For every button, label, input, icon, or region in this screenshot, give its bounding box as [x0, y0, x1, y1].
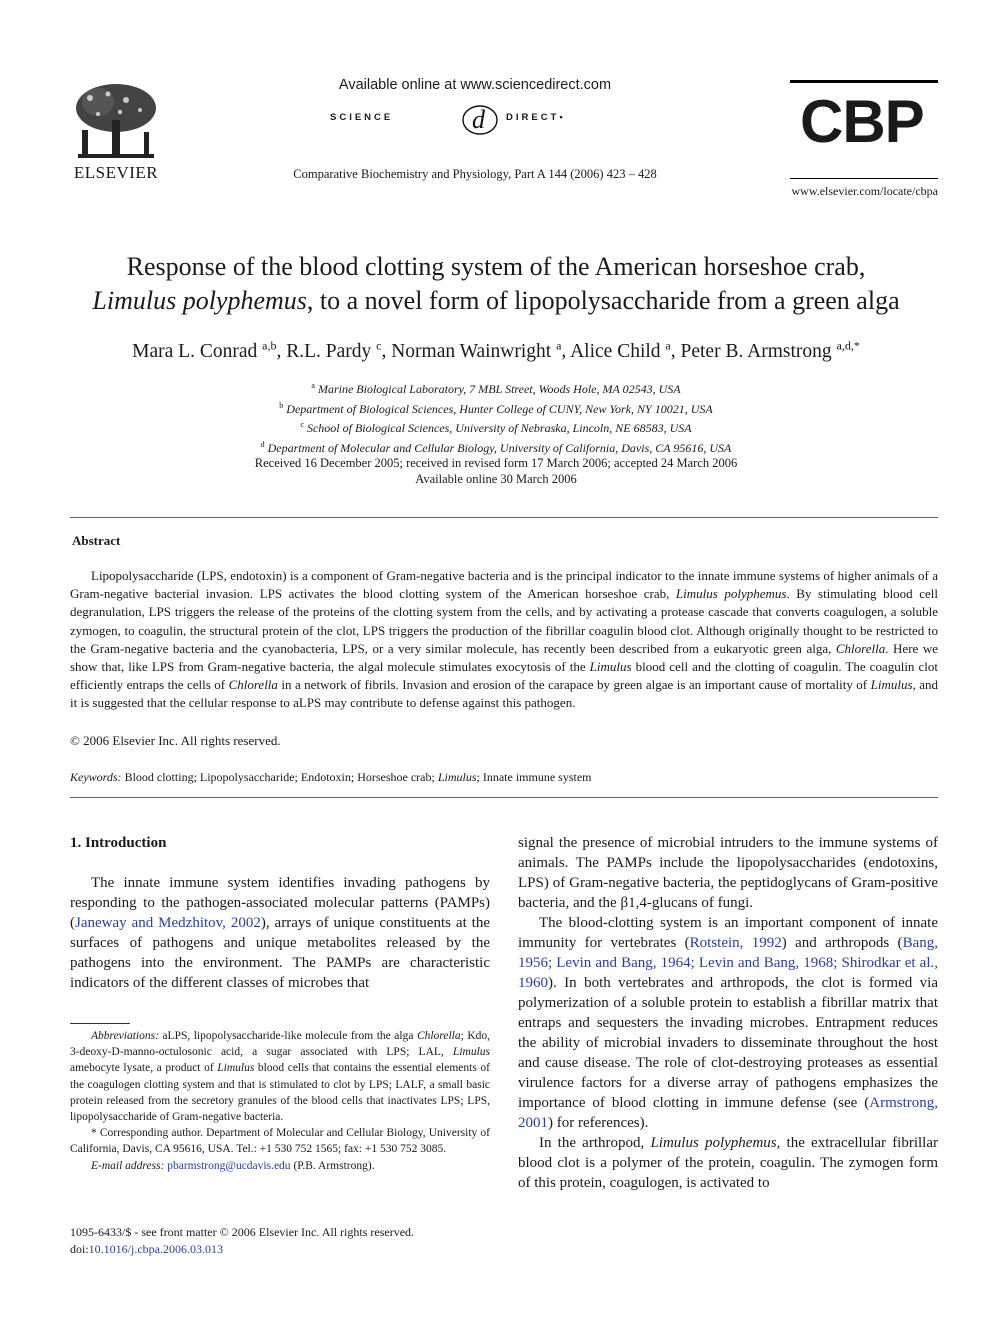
cbp-bottom-rule: [790, 178, 938, 179]
divider: [70, 797, 938, 798]
affiliation: $^a$ Marine Biological Laboratory, 7 MBL Street, Woods Hole, MA 02543, USA: [311, 381, 681, 396]
received-dates: Received 16 December 2005; received in revised form 17 March 2006; accepted 24 March 2006: [254, 456, 738, 470]
sd-left-word: SCIENCE: [330, 112, 394, 123]
affiliation: $^c$ School of Biological Sciences, University of Nebraska, Lincoln, NE 68583, USA: [300, 420, 692, 435]
title-species: Limulus polyphemus: [92, 286, 307, 315]
front-matter: [70, 1224, 414, 1258]
intro-right-column: [518, 833, 938, 1193]
available-date: Available online 30 March 2006: [415, 472, 577, 486]
affiliations: [40, 378, 952, 456]
email-footnote: E-mail address: pbarmstrong@ucdavis.edu (P.B. Armstrong).: [91, 1159, 375, 1172]
doi-link[interactable]: 10.1016/j.cbpa.2006.03.013: [88, 1242, 223, 1256]
available-online[interactable]: Available online at www.sciencedirect.com: [338, 77, 612, 93]
abstract-text: Lipopolysaccharide (LPS, endotoxin) is a component of Gram-negative bacteria and is the principal indicator to the innate immune systems of higher animals of a Gram-negative bacterial invasion. LPS activates the blood clotting system of the American horseshoe crab, Limulus polyphemus. By stimulating blood cell degranulation, LPS triggers the release of the proteins of the clotting system from the cells, and by activating a protease cascade that converts coagulogen, a soluble zymogen, to coagulin, the structural protein of the clot, LPS triggers the production of the fibrillar coagulin blood clot. Although originally thought to be restricted to the Gram-negative bacteria and the cyanobacteria, LPS, or a very similar molecule, has recently been described from a eukaryotic green alga, Chlorella. Here we show that, like LPS from Gram-negative bacteria, the algal molecule stimulates exocytosis of the Limulus blood cell and the clotting of coagulin. The coagulin clot efficiently entraps the cells of Chlorella in a network of fibrils. Invasion and erosion of the carapace by green algae is an important cause of mortality of Limulus, and it is suggested that the cellular response to aLPS may contribute to defense against this pathogen.: [70, 568, 939, 711]
author-list: Mara L. Conrad $^{a,b}$, R.L. Pardy $^c$, Norman Wainwright $^a$, Alice Child $^a$, Peter B. Armstrong $^{a,d,*}$: [132, 338, 860, 362]
keywords-label: Keywords:: [70, 770, 122, 784]
affiliation: $^b$ Department of Biological Sciences, Hunter College of CUNY, New York, NY 10021, USA: [279, 400, 713, 416]
email-link[interactable]: pbarmstrong@ucdavis.edu: [167, 1159, 291, 1172]
citation-link[interactable]: Rotstein, 1992: [689, 935, 782, 951]
sd-star-icon: •: [559, 112, 566, 123]
issn-line: 1095-6433/$ - see front matter © 2006 Elsevier Inc. All rights reserved.: [70, 1225, 415, 1239]
author[interactable]: Mara L. Conrad $^{a,b}$: [132, 338, 277, 362]
citation-link[interactable]: Janeway and Medzhitov, 2002: [75, 915, 261, 931]
journal-url[interactable]: www.elsevier.com/locate/cbpa: [791, 184, 938, 198]
divider: [70, 517, 938, 518]
sd-right-word: [506, 112, 566, 123]
keywords: Keywords: Blood clotting; Lipopolysaccharide; Endotoxin; Horseshoe crab; Limulus; Innate immune system: [70, 770, 592, 784]
paragraph: In the arthropod, Limulus polyphemus, the extracellular fibrillar blood clot is a polymer of the protein, coagulin. The zymogen form of this protein, coagulogen, is activated to: [518, 1135, 939, 1191]
corresponding-author-footnote: * Corresponding author. Department of Molecular and Cellular Biology, University of California, Davis, CA 95616, USA. Tel.: +1 530 752 1565; fax: +1 530 752 3085.: [70, 1127, 490, 1156]
author[interactable]: Peter B. Armstrong $^{a,d,*}$: [680, 338, 860, 362]
author[interactable]: Alice Child $^a$: [570, 338, 671, 362]
author[interactable]: R.L. Pardy $^c$: [286, 338, 382, 362]
sd-mark-letter: d: [472, 105, 485, 134]
citation-link[interactable]: Bang, 1956; Levin and Bang, 1964; Levin and Bang, 1968; Shirodkar et al., 1960: [518, 935, 938, 991]
intro-paragraph-left: The innate immune system identifies invading pathogens by responding to the pathogen-associated molecular patterns (PAMPs) (Janeway and Medzhitov, 2002), arrays of unique constituents at the surfaces of pathogens and unique metabolites released by the pathogens into the environment. The PAMPs are characteristic indicators of the different classes of microbes that: [70, 875, 490, 991]
abstract-heading: Abstract: [72, 533, 121, 548]
journal-logo: CBP: [800, 88, 924, 155]
footnote-rule: [70, 1023, 130, 1024]
paragraph: signal the presence of microbial intruders to the immune systems of animals. The PAMPs include the lipopolysaccharides (endotoxins, LPS) of Gram-negative bacteria, the peptidoglycans of Gram-positive bacteria, and the β1,4-glucans of fungi.: [518, 835, 938, 911]
article-dates: [40, 455, 952, 487]
cbp-top-rule: [790, 80, 938, 83]
abstract-copyright: © 2006 Elsevier Inc. All rights reserved.: [70, 733, 281, 748]
sd-mark-icon: [460, 100, 500, 138]
abbreviations-footnote: Abbreviations: aLPS, lipopolysaccharide-like molecule from the alga Chlorella; Kdo, 3-deoxy-D-manno-octulosonic acid, a sugar associated with LPS; LAL, Limulus amebocyte lysate, a product of Limulus blood cells that contains the essential elements of the coagulogen clotting system and that is stimulated to clot by LPS; LALF, a small basic protein released from the secretory granules of the blood cells that inactivates LPS; LPS, lipopolysaccharide of Gram-negative bacteria.: [70, 1030, 490, 1124]
affiliation: $^d$ Department of Molecular and Cellular Biology, University of California, Davis, CA 95616, USA: [260, 439, 732, 455]
sd-right-text: DIRECT: [506, 112, 560, 123]
journal-citation: Comparative Biochemistry and Physiology, Part A 144 (2006) 423 – 428: [293, 167, 657, 181]
author[interactable]: Norman Wainwright $^a$: [391, 338, 562, 362]
publisher-name: ELSEVIER: [73, 163, 159, 182]
title-line1: Response of the blood clotting system of the American horseshoe crab,: [126, 252, 866, 281]
citation-link[interactable]: Armstrong, 2001: [518, 1095, 938, 1131]
article-title: [40, 250, 952, 318]
section-heading: 1. Introduction: [70, 835, 167, 851]
title-line2: , to a novel form of lipopolysaccharide from a green alga: [306, 286, 900, 315]
sciencedirect-logo: [330, 100, 620, 140]
doi-line: doi:10.1016/j.cbpa.2006.03.013: [70, 1242, 223, 1256]
paragraph: The blood-clotting system is an important component of innate immunity for vertebrates (Rotstein, 1992) and arthropods (Bang, 1956; Levin and Bang, 1964; Levin and Bang, 1968; Shirodkar et al., 1960). In both vertebrates and arthropods, the clot is formed via polymerization of a soluble protein to establish a fibrillar matrix that entraps and sequesters the invading microbes. Entrapment reduces the ability of microbial invaders to disseminate throughout the host and cause disease. The role of clot-destroying proteases as essential virulence factors for a diverse array of pathogens emphasizes the importance of blood clotting in immune defense (see (Armstrong, 2001) for references).: [518, 915, 938, 1131]
footnotes: [70, 1028, 490, 1174]
